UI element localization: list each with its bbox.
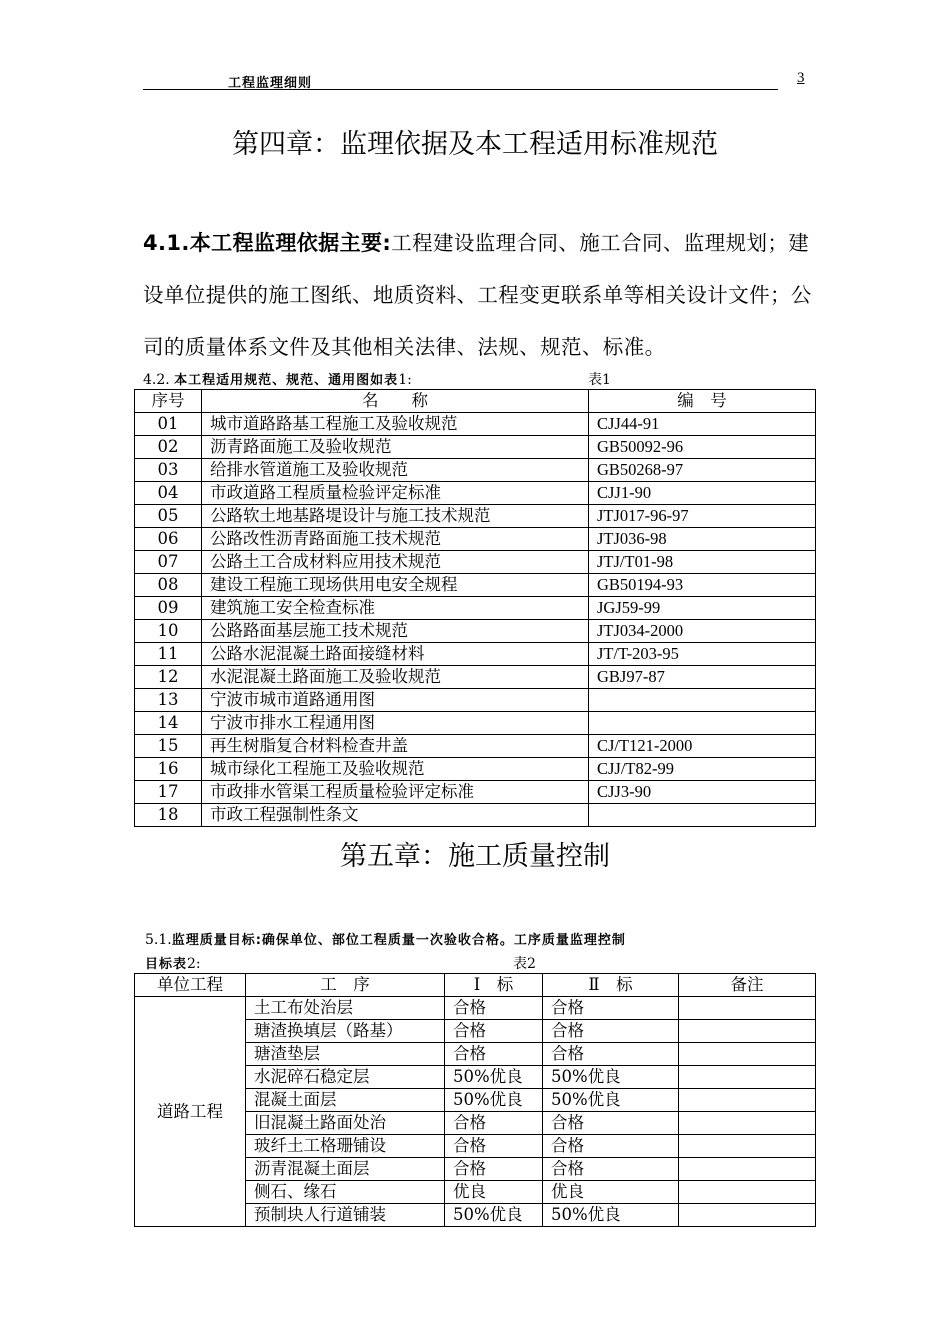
table-row bbox=[135, 666, 816, 689]
process-cell: 玻纤土工格珊铺设 bbox=[246, 1135, 445, 1158]
unit-project-cell: 道路工程 bbox=[135, 997, 246, 1227]
row-number-cell: 05 bbox=[135, 505, 202, 528]
standard-code-cell: CJ/T121-2000 bbox=[589, 735, 816, 758]
header-cell: 名 称 bbox=[202, 390, 589, 413]
section-1-target-cell: 优良 bbox=[445, 1181, 543, 1204]
standard-name-cell: 公路路面基层施工技术规范 bbox=[202, 620, 589, 643]
section-4-2-number: 4.2. bbox=[143, 372, 170, 388]
header-cell: Ⅱ 标 bbox=[543, 974, 679, 997]
table-row bbox=[135, 528, 816, 551]
page-number: 3 bbox=[797, 70, 805, 86]
header-cell: 序号 bbox=[135, 390, 202, 413]
standard-name-cell: 城市道路路基工程施工及验收规范 bbox=[202, 413, 589, 436]
remark-cell bbox=[679, 1112, 816, 1135]
standard-name-cell: 宁波市排水工程通用图 bbox=[202, 712, 589, 735]
section-1-target-cell: 合格 bbox=[445, 1020, 543, 1043]
table-row bbox=[135, 781, 816, 804]
section-2-target-cell: 合格 bbox=[543, 1043, 679, 1066]
section-1-target-cell: 50%优良 bbox=[445, 1066, 543, 1089]
table-1-label: 表1 bbox=[588, 372, 611, 388]
header-cell: 编 号 bbox=[589, 390, 816, 413]
standard-code-cell: CJJ/T82-99 bbox=[589, 758, 816, 781]
standard-code-cell: GB50092-96 bbox=[589, 436, 816, 459]
header-rule bbox=[143, 89, 778, 90]
process-cell: 旧混凝土路面处治 bbox=[246, 1112, 445, 1135]
remark-cell bbox=[679, 1043, 816, 1066]
section-4-2-caption bbox=[143, 369, 412, 388]
standard-code-cell bbox=[589, 689, 816, 712]
remark-cell bbox=[679, 1089, 816, 1112]
standard-name-cell: 公路软土地基路堤设计与施工技术规范 bbox=[202, 505, 589, 528]
standard-name-cell: 公路土工合成材料应用技术规范 bbox=[202, 551, 589, 574]
section-4-2-title: 本工程适用规范、规范、通用图如表 bbox=[174, 373, 399, 388]
standard-name-cell: 宁波市城市道路通用图 bbox=[202, 689, 589, 712]
remark-cell bbox=[679, 1066, 816, 1089]
section-5-1-line2 bbox=[145, 953, 201, 972]
table-row bbox=[135, 758, 816, 781]
row-number-cell: 02 bbox=[135, 436, 202, 459]
row-number-cell: 06 bbox=[135, 528, 202, 551]
table-row bbox=[135, 804, 816, 827]
process-cell: 水泥碎石稳定层 bbox=[246, 1066, 445, 1089]
standard-name-cell: 市政排水管渠工程质量检验评定标准 bbox=[202, 781, 589, 804]
table-row bbox=[135, 413, 816, 436]
standard-code-cell: JGJ59-99 bbox=[589, 597, 816, 620]
table-row bbox=[135, 643, 816, 666]
process-cell: 瑭渣垫层 bbox=[246, 1043, 445, 1066]
section-2-target-cell: 50%优良 bbox=[543, 1089, 679, 1112]
table-row bbox=[135, 735, 816, 758]
standard-code-cell: JTJ034-2000 bbox=[589, 620, 816, 643]
section-2-target-cell: 合格 bbox=[543, 997, 679, 1020]
header-cell: 单位工程 bbox=[135, 974, 246, 997]
table-row bbox=[135, 574, 816, 597]
section-2-target-cell: 合格 bbox=[543, 1112, 679, 1135]
row-number-cell: 08 bbox=[135, 574, 202, 597]
section-4-1-text: 工程建设监理合同、施工合同、监理规划；建设单位提供的施工图纸、地质资料、工程变更联系单等相关设计文件；公司的质量体系文件及其他相关法律、法规、规范、标准。 bbox=[143, 231, 812, 359]
row-number-cell: 13 bbox=[135, 689, 202, 712]
standard-name-cell: 给排水管道施工及验收规范 bbox=[202, 459, 589, 482]
header-cell: Ⅰ 标 bbox=[445, 974, 543, 997]
standard-name-cell: 再生树脂复合材料检查井盖 bbox=[202, 735, 589, 758]
process-cell: 预制块人行道铺装 bbox=[246, 1204, 445, 1227]
standard-code-cell: GB50268-97 bbox=[589, 459, 816, 482]
row-number-cell: 11 bbox=[135, 643, 202, 666]
standard-name-cell: 市政工程强制性条文 bbox=[202, 804, 589, 827]
row-number-cell: 18 bbox=[135, 804, 202, 827]
standard-code-cell: JTJ017-96-97 bbox=[589, 505, 816, 528]
header-cell: 工 序 bbox=[246, 974, 445, 997]
table-row bbox=[135, 505, 816, 528]
standard-name-cell: 建筑施工安全检查标准 bbox=[202, 597, 589, 620]
standard-code-cell bbox=[589, 712, 816, 735]
section-5-1-text: 监理质量目标:确保单位、部位工程质量一次验收合格。工序质量监理控制 bbox=[171, 933, 626, 948]
standard-code-cell: GBJ97-87 bbox=[589, 666, 816, 689]
chapter-4-title: 第四章：监理依据及本工程适用标准规范 bbox=[232, 129, 718, 160]
row-number-cell: 14 bbox=[135, 712, 202, 735]
standard-code-cell: JTJ036-98 bbox=[589, 528, 816, 551]
row-number-cell: 01 bbox=[135, 413, 202, 436]
standard-code-cell: CJJ3-90 bbox=[589, 781, 816, 804]
remark-cell bbox=[679, 1135, 816, 1158]
header-cell: 备注 bbox=[679, 974, 816, 997]
standard-name-cell: 公路水泥混凝土路面接缝材料 bbox=[202, 643, 589, 666]
standard-code-cell: CJJ44-91 bbox=[589, 413, 816, 436]
section-1-target-cell: 合格 bbox=[445, 1135, 543, 1158]
process-cell: 瑭渣换填层（路基） bbox=[246, 1020, 445, 1043]
section-2-target-cell: 50%优良 bbox=[543, 1204, 679, 1227]
section-4-2-suffix: 1: bbox=[398, 372, 412, 388]
section-1-target-cell: 合格 bbox=[445, 1112, 543, 1135]
table-row bbox=[135, 620, 816, 643]
section-1-target-cell: 合格 bbox=[445, 1043, 543, 1066]
standard-name-cell: 建设工程施工现场供用电安全规程 bbox=[202, 574, 589, 597]
section-5-1-text-2: 目标表 bbox=[145, 957, 188, 972]
row-number-cell: 03 bbox=[135, 459, 202, 482]
process-cell: 侧石、缘石 bbox=[246, 1181, 445, 1204]
row-number-cell: 10 bbox=[135, 620, 202, 643]
standard-code-cell bbox=[589, 804, 816, 827]
section-1-target-cell: 合格 bbox=[445, 1158, 543, 1181]
section-2-target-cell: 合格 bbox=[543, 1158, 679, 1181]
section-1-target-cell: 合格 bbox=[445, 997, 543, 1020]
standards-table bbox=[134, 389, 816, 827]
chapter-5-title: 第五章：施工质量控制 bbox=[340, 841, 610, 872]
row-number-cell: 17 bbox=[135, 781, 202, 804]
section-1-target-cell: 50%优良 bbox=[445, 1089, 543, 1112]
section-5-1-suffix: 2: bbox=[187, 956, 201, 972]
row-number-cell: 09 bbox=[135, 597, 202, 620]
remark-cell bbox=[679, 1181, 816, 1204]
standard-name-cell: 市政道路工程质量检验评定标准 bbox=[202, 482, 589, 505]
table-row bbox=[135, 482, 816, 505]
table-row bbox=[135, 997, 816, 1020]
process-cell: 混凝土面层 bbox=[246, 1089, 445, 1112]
table-header-row bbox=[135, 390, 816, 413]
quality-target-table bbox=[134, 973, 816, 1227]
section-5-1-line1 bbox=[145, 929, 626, 948]
table-row bbox=[135, 689, 816, 712]
section-2-target-cell: 合格 bbox=[543, 1020, 679, 1043]
row-number-cell: 07 bbox=[135, 551, 202, 574]
standard-name-cell: 沥青路面施工及验收规范 bbox=[202, 436, 589, 459]
table-row bbox=[135, 436, 816, 459]
table-row bbox=[135, 459, 816, 482]
section-1-target-cell: 50%优良 bbox=[445, 1204, 543, 1227]
process-cell: 沥青混凝土面层 bbox=[246, 1158, 445, 1181]
section-2-target-cell: 优良 bbox=[543, 1181, 679, 1204]
section-2-target-cell: 合格 bbox=[543, 1135, 679, 1158]
row-number-cell: 16 bbox=[135, 758, 202, 781]
section-2-target-cell: 50%优良 bbox=[543, 1066, 679, 1089]
remark-cell bbox=[679, 997, 816, 1020]
section-4-1-lead: 4.1.本工程监理依据主要: bbox=[143, 231, 392, 255]
running-header-title: 工程监理细则 bbox=[228, 76, 313, 91]
standard-code-cell: JT/T-203-95 bbox=[589, 643, 816, 666]
standard-code-cell: CJJ1-90 bbox=[589, 482, 816, 505]
standard-code-cell: GB50194-93 bbox=[589, 574, 816, 597]
row-number-cell: 15 bbox=[135, 735, 202, 758]
section-4-1-paragraph bbox=[143, 217, 813, 373]
row-number-cell: 04 bbox=[135, 482, 202, 505]
remark-cell bbox=[679, 1204, 816, 1227]
standard-name-cell: 水泥混凝土路面施工及验收规范 bbox=[202, 666, 589, 689]
row-number-cell: 12 bbox=[135, 666, 202, 689]
table-header-row bbox=[135, 974, 816, 997]
standard-name-cell: 公路改性沥青路面施工技术规范 bbox=[202, 528, 589, 551]
table-row bbox=[135, 551, 816, 574]
table-2-label: 表2 bbox=[513, 956, 536, 972]
table-row bbox=[135, 712, 816, 735]
standard-code-cell: JTJ/T01-98 bbox=[589, 551, 816, 574]
process-cell: 土工布处治层 bbox=[246, 997, 445, 1020]
section-5-1-number: 5.1. bbox=[145, 932, 172, 948]
table-row bbox=[135, 597, 816, 620]
standard-name-cell: 城市绿化工程施工及验收规范 bbox=[202, 758, 589, 781]
remark-cell bbox=[679, 1020, 816, 1043]
remark-cell bbox=[679, 1158, 816, 1181]
